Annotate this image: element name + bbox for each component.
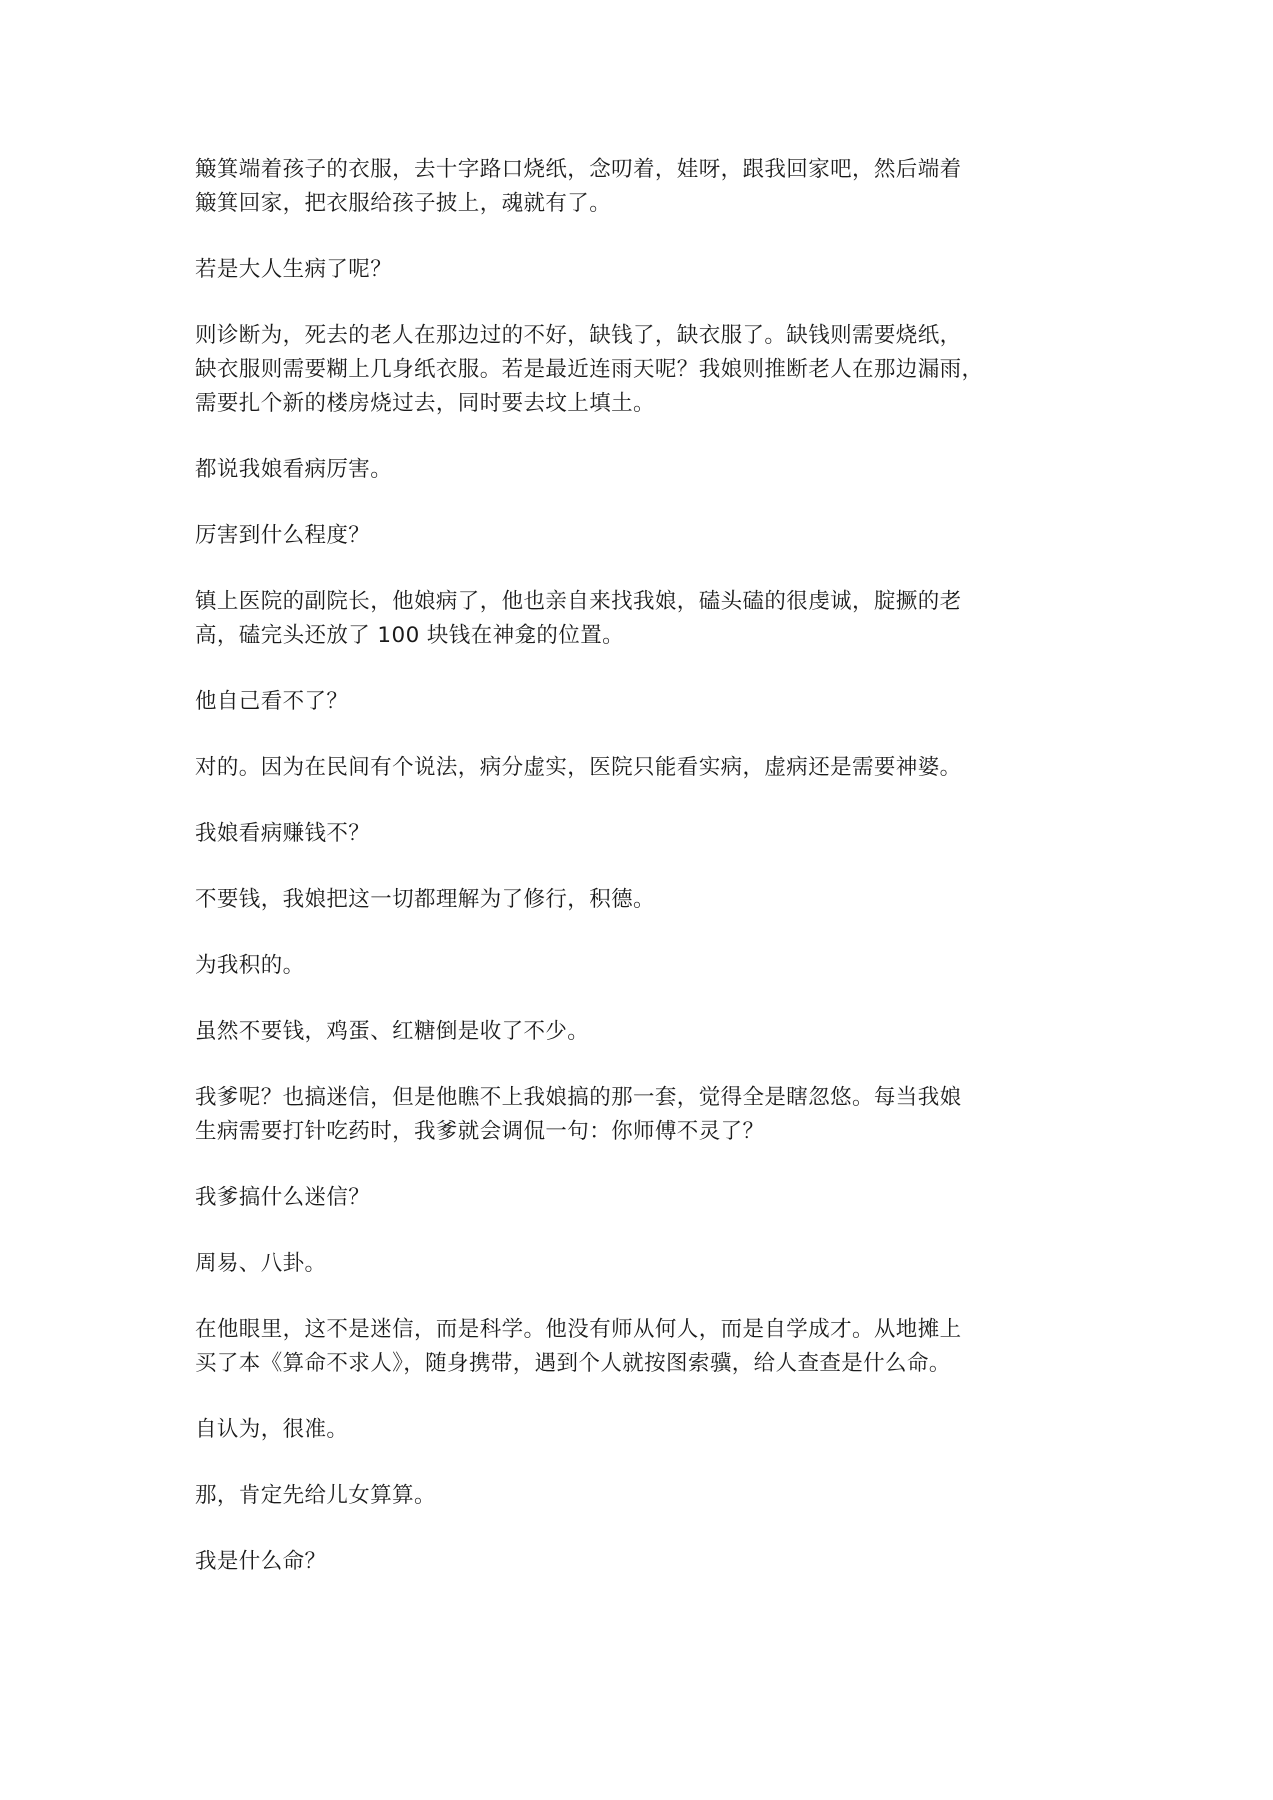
paragraph: 自认为，很准。 bbox=[195, 1417, 349, 1442]
paragraph: 不要钱，我娘把这一切都理解为了修行，积德。 bbox=[195, 887, 655, 912]
paragraph: 簸箕端着孩子的衣服，去十字路口烧纸，念叨着，娃呀，跟我回家吧，然后端着 簸箕回家，把衣服给孩子披上，魂就有了。 bbox=[195, 157, 962, 216]
paragraph: 对的。因为在民间有个说法，病分虚实，医院只能看实病，虚病还是需要神婆。 bbox=[195, 755, 962, 780]
paragraph: 都说我娘看病厉害。 bbox=[195, 457, 393, 482]
document-body bbox=[195, 153, 1090, 1611]
paragraph: 虽然不要钱，鸡蛋、红糖倒是收了不少。 bbox=[195, 1019, 590, 1044]
paragraph: 厉害到什么程度？ bbox=[195, 523, 371, 548]
paragraph: 若是大人生病了呢？ bbox=[195, 257, 393, 282]
paragraph: 我爹呢？也搞迷信，但是他瞧不上我娘搞的那一套，觉得全是瞎忽悠。每当我娘 生病需要打针吃药时，我爹就会调侃一句：你师傅不灵了？ bbox=[195, 1085, 962, 1144]
paragraph: 在他眼里，这不是迷信，而是科学。他没有师从何人，而是自学成才。从地摊上 买了本《算命不求人》，随身携带，遇到个人就按图索骥，给人查查是什么命。 bbox=[195, 1317, 962, 1376]
paragraph: 则诊断为，死去的老人在那边过的不好，缺钱了，缺衣服了。缺钱则需要烧纸， 缺衣服则需要糊上几身纸衣服。若是最近连雨天呢？我娘则推断老人在那边漏雨， 需要扎个新的楼房烧过去，同时要去坟上填土。 bbox=[195, 323, 984, 416]
paragraph: 我娘看病赚钱不？ bbox=[195, 821, 371, 846]
paragraph: 那，肯定先给儿女算算。 bbox=[195, 1483, 436, 1508]
paragraph: 我爹搞什么迷信？ bbox=[195, 1185, 371, 1210]
paragraph: 我是什么命？ bbox=[195, 1549, 327, 1574]
paragraph: 镇上医院的副院长，他娘病了，他也亲自来找我娘，磕头磕的很虔诚，腚撅的老 高，磕完头还放了 100 块钱在神龛的位置。 bbox=[195, 589, 962, 648]
paragraph: 周易、八卦。 bbox=[195, 1251, 327, 1276]
paragraph: 他自己看不了？ bbox=[195, 689, 349, 714]
paragraph: 为我积的。 bbox=[195, 953, 305, 978]
